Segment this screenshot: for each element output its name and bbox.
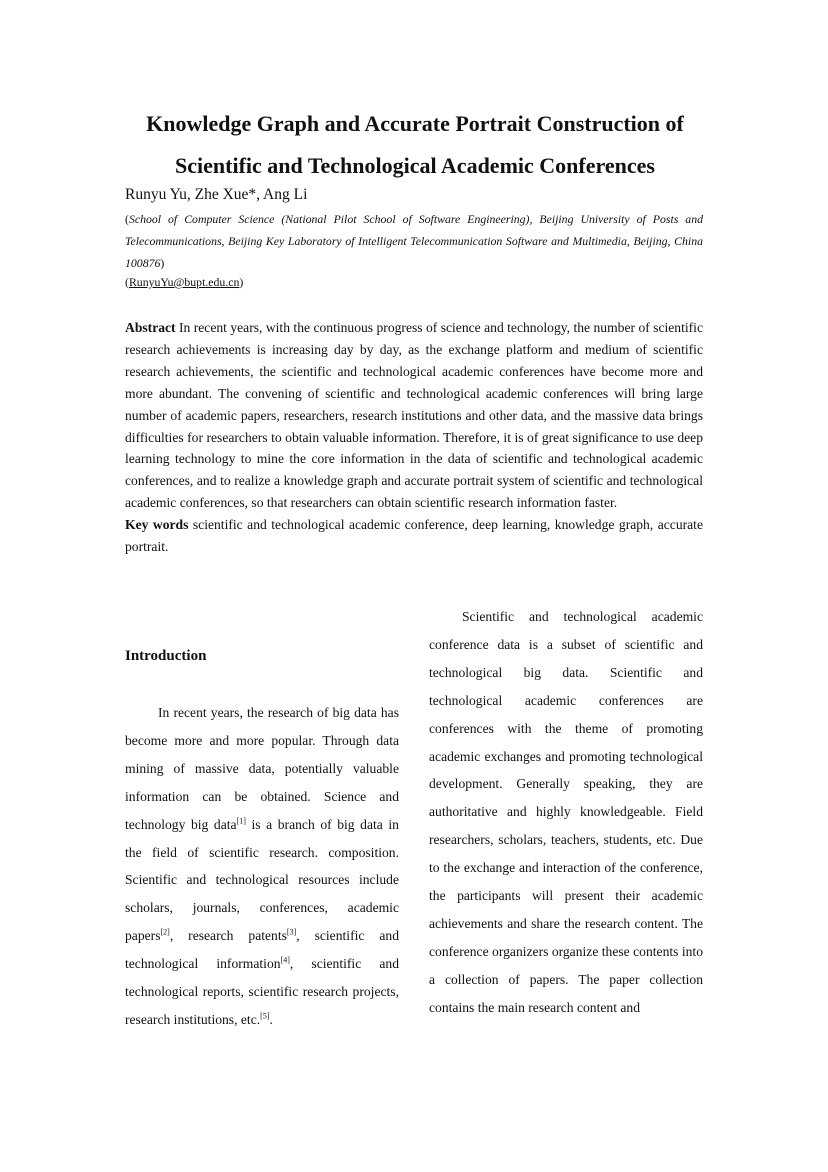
intro-paragraph [125,699,399,1034]
author-email [125,275,243,290]
intro-text-2: is a branch of big data in the field of scientific research. composition. Scientific and technological resources include scholars, journals, conferences, academic papers [125,816,399,944]
conference-paragraph: Scientific and technological academic conference data is a subset of scientific and technological big data. Scientific and technological academic conferences are conferences with the theme of promoting academic exchanges and promoting technological development. Generally speaking, they are authoritative and highly knowledgeable. Field researchers, scholars, teachers, students, etc. Due to the exchange and interaction of the conference, the participants will present their academic achievements and share the research content. The conference organizers organize these contents into a collection of papers. The paper collection contains the main research content and [429,609,703,1015]
abstract [125,317,703,558]
intro-text-6: . [269,1011,273,1027]
intro-text-3: , research patents [169,928,287,944]
affiliation-close-paren: ) [160,256,165,270]
affiliation-open-paren: ( [125,212,129,226]
affiliation [125,208,703,274]
title-line-1: Knowledge Graph and Accurate Portrait Construction of [146,111,684,136]
intro-text-1: In recent years, the research of big data has become more and more popular. Through data mining of massive data, potentially valuable information can be obtained. Science and technology big data [125,705,399,832]
abstract-label: Abstract [125,320,176,335]
citation-5: [5] [260,1011,270,1021]
section-heading-introduction: Introduction [125,648,207,664]
email-link[interactable]: RunyuYu@bupt.edu.cn [128,275,240,289]
citation-2: [2] [160,927,170,937]
abstract-text: In recent years, with the continuous progress of science and technology, the number of scientific research achievements is increasing day by day, as the exchange platform and medium of scientific research achievements, the scientific and technological academic conferences have become more and more abundant. The convening of scientific and technological academic conferences will bring large number of academic papers, researchers, research institutions and other data, and the massive data brings difficulties for researchers to obtain valuable information. Therefore, it is of great significance to use deep learning technology to mine the core information in the data of scientific and technological academic conferences, and to realize a knowledge graph and accurate portrait system of scientific and technological academic conferences, so that researchers can obtain scientific research information faster. [125,320,703,511]
citation-4: [4] [280,955,290,965]
intro-text-5: , scientific and technological reports, scientific research projects, research institutions, etc. [125,956,399,1027]
keywords-text: scientific and technological academic conference, deep learning, knowledge graph, accurate portrait. [125,517,703,555]
email-open-paren: ( [125,275,129,289]
intro-text-4: , scientific and technological information [125,928,399,972]
left-column [125,699,399,1034]
abstract-paragraph [125,317,703,514]
citation-1: [1] [236,816,246,826]
affiliation-text: School of Computer Science (National Pilot School of Software Engineering), Beijing University of Posts and Telecommunications, Beijing Key Laboratory of Intelligent Telecommunication Software and Multimedia, Beijing, China 100876 [125,212,703,270]
keywords-paragraph [125,514,703,558]
keywords-label: Key words [125,517,189,533]
right-column [429,603,703,1022]
email-close-paren: ) [239,275,244,289]
author-list: Runyu Yu, Zhe Xue*, Ang Li [125,186,308,203]
citation-3: [3] [286,927,297,937]
paper-title [95,103,735,187]
title-line-2: Scientific and Technological Academic Conferences [175,153,655,178]
